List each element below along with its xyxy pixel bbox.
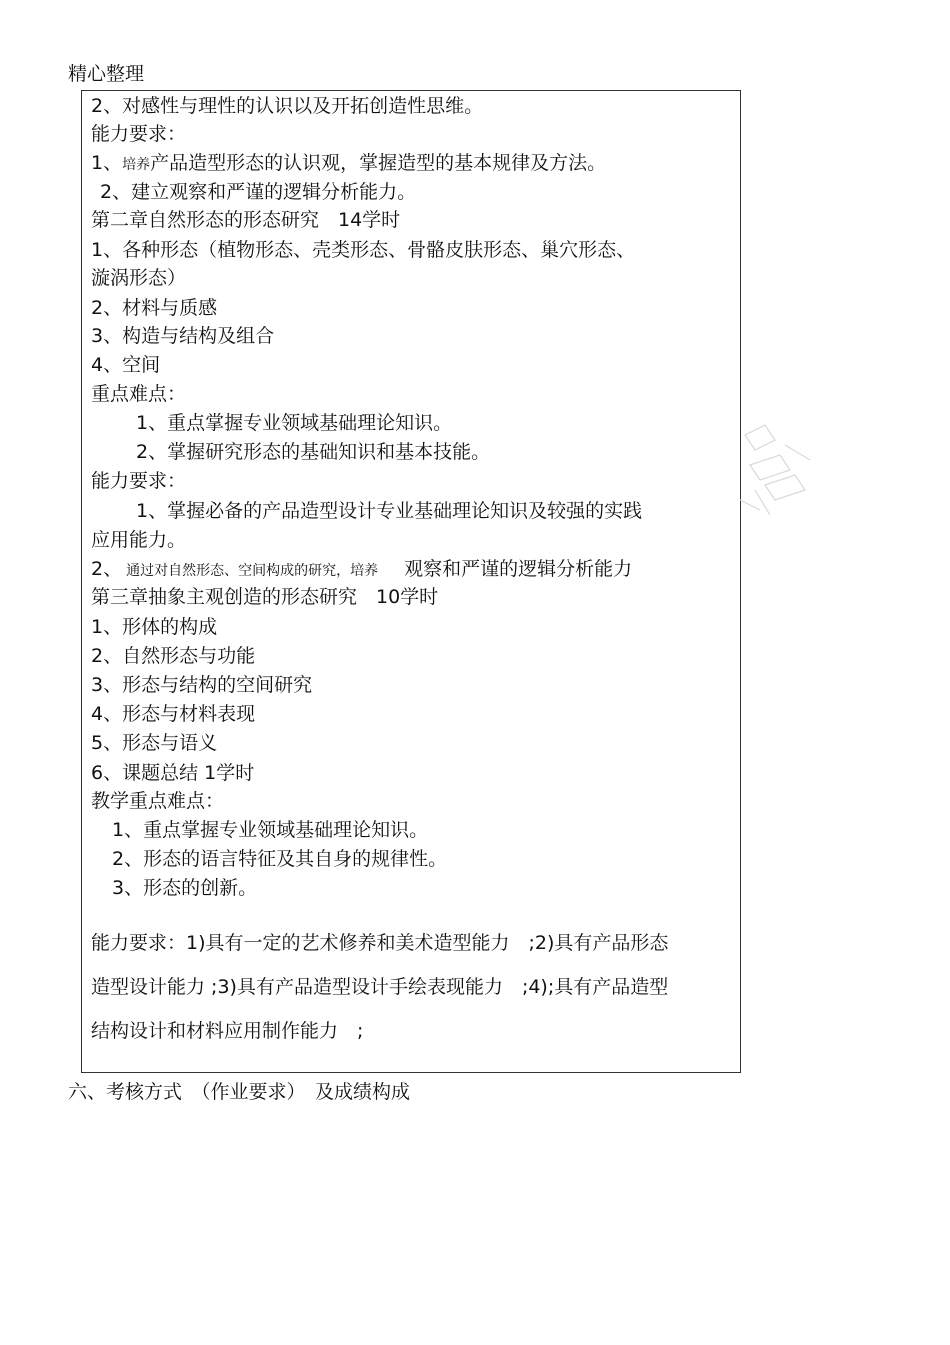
text-line: 1、各种形态（植物形态、壳类形态、骨骼皮肤形态、巢穴形态、 <box>91 239 636 261</box>
text-line: 2、建立观察和严谨的逻辑分析能力。 <box>100 181 417 203</box>
text-line: 1、形体的构成 <box>91 616 218 638</box>
text-line: 4、空间 <box>91 354 161 376</box>
section-label: 重点难点： <box>91 383 187 405</box>
text-line: 2、自然形态与功能 <box>91 645 256 667</box>
text-line: 3、形态的创新。 <box>112 877 258 899</box>
text-line: 能力要求：1)具有一定的艺术修养和美术造型能力 ;2)具有产品形态 <box>91 932 669 954</box>
text-line: 1、重点掌握专业领域基础理论知识。 <box>136 412 453 434</box>
small-text: 培养 <box>122 157 151 173</box>
chapter-heading: 第二章自然形态的形态研究 14学时 <box>91 209 401 231</box>
line-number: 1、 <box>91 152 123 174</box>
chapter-heading: 第三章抽象主观创造的形态研究 10学时 <box>91 586 439 608</box>
text-line: 造型设计能力 ;3)具有产品造型设计手绘表现能力 ;4);具有产品造型 <box>91 976 669 998</box>
page-header: 精心整理 <box>68 63 145 85</box>
text-line <box>91 557 632 583</box>
text-line: 2、对感性与理性的认识以及开拓创造性思维。 <box>91 95 484 117</box>
section-label: 教学重点难点： <box>91 790 225 812</box>
line-text: 产品造型形态的认识观，掌握造型的基本规律及方法。 <box>150 152 607 174</box>
text-line: 3、构造与结构及组合 <box>91 325 275 347</box>
section-label: 能力要求： <box>91 470 187 492</box>
small-text: 通过对自然形态、空间构成的研究，培养 <box>126 563 379 579</box>
text-line: 5、形态与语义 <box>91 732 218 754</box>
text-line: 2、形态的语言特征及其自身的规律性。 <box>112 848 448 870</box>
text-line: 3、形态与结构的空间研究 <box>91 674 313 696</box>
text-line: 1、掌握必备的产品造型设计专业基础理论知识及较强的实践 <box>136 500 643 522</box>
text-line: 4、形态与材料表现 <box>91 703 256 725</box>
line-text: 观察和严谨的逻辑分析能力 <box>404 558 633 580</box>
text-line: 漩涡形态） <box>91 267 187 289</box>
text-line: 1、重点掌握专业领域基础理论知识。 <box>112 819 429 841</box>
text-line: 2、掌握研究形态的基础知识和基本技能。 <box>136 441 491 463</box>
text-line <box>91 151 606 177</box>
text-line: 应用能力。 <box>91 529 187 551</box>
text-line: 6、课题总结 1学时 <box>91 762 255 784</box>
text-line: 结构设计和材料应用制作能力 ; <box>91 1020 364 1042</box>
text-line: 能力要求： <box>91 123 187 145</box>
text-line: 2、材料与质感 <box>91 297 218 319</box>
watermark-icon <box>735 415 815 525</box>
section-heading: 六、考核方式 （作业要求） 及成绩构成 <box>68 1081 411 1103</box>
line-number: 2、 <box>91 558 123 580</box>
